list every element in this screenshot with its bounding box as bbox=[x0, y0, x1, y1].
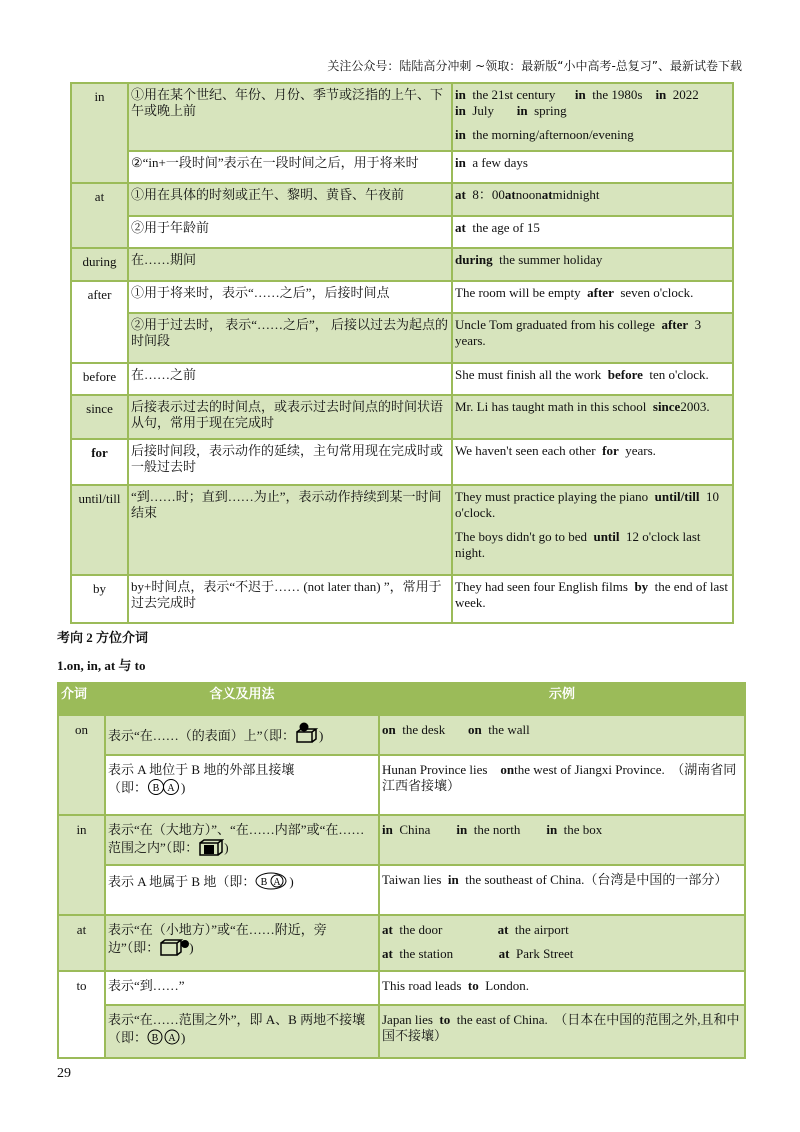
example-text: the east of China. （日本在中国的范围之外,且和中国不接壤） bbox=[382, 1012, 740, 1043]
page-number: 29 bbox=[57, 1066, 71, 1081]
svg-text:A: A bbox=[167, 783, 175, 794]
example-cell bbox=[379, 1005, 745, 1058]
preposition-highlight: in bbox=[546, 822, 558, 837]
meaning-cell bbox=[128, 183, 452, 216]
meaning-text: 在……期间 bbox=[131, 252, 197, 267]
preposition-cell: until/till bbox=[71, 485, 128, 575]
preposition-highlight: for bbox=[602, 443, 619, 458]
example-text: midnight bbox=[552, 187, 600, 202]
preposition-highlight: in bbox=[455, 127, 466, 142]
preposition-cell: in bbox=[58, 815, 105, 915]
meaning-cell bbox=[128, 216, 452, 248]
example-line bbox=[455, 579, 730, 611]
meaning-cell bbox=[105, 815, 379, 865]
example-text: seven o'clock. bbox=[613, 285, 694, 300]
example-line bbox=[455, 367, 730, 383]
preposition-highlight: at bbox=[455, 187, 466, 202]
preposition-highlight: at bbox=[541, 187, 553, 202]
preposition-highlight: in bbox=[455, 155, 466, 170]
svg-text:B: B bbox=[261, 877, 268, 888]
meaning-text: 表示 A 地位于 B 地的外部且接壤 （即： bbox=[108, 762, 295, 795]
meaning-end: ) bbox=[189, 940, 194, 955]
example-text: July bbox=[465, 103, 517, 118]
header-examples: 示例 bbox=[379, 683, 745, 715]
meaning-end: ) bbox=[181, 1030, 186, 1045]
example-line bbox=[455, 443, 730, 459]
example-text: Park Street bbox=[509, 946, 574, 961]
example-line bbox=[382, 946, 742, 962]
example-text: the 21st century bbox=[465, 87, 575, 102]
table-row bbox=[71, 313, 733, 363]
example-cell bbox=[452, 281, 733, 313]
preposition-highlight: before bbox=[607, 367, 643, 382]
preposition-highlight: at bbox=[504, 187, 516, 202]
example-text: The room will be empty bbox=[455, 285, 588, 300]
preposition-highlight: by bbox=[634, 579, 649, 594]
example-line bbox=[455, 252, 730, 268]
example-cell bbox=[452, 439, 733, 485]
preposition-highlight: in bbox=[516, 103, 528, 118]
example-text: the wall bbox=[481, 722, 530, 737]
svg-text:A: A bbox=[168, 1033, 176, 1044]
example-text: London. bbox=[478, 978, 529, 993]
meaning-end: ) bbox=[181, 780, 186, 795]
preposition-cell: before bbox=[71, 363, 128, 395]
preposition-cell: in bbox=[71, 83, 128, 183]
example-text: Uncle Tom graduated from his college bbox=[455, 317, 662, 332]
preposition-highlight: at bbox=[455, 220, 466, 235]
preposition-highlight: in bbox=[456, 822, 468, 837]
example-text: the age of 15 bbox=[465, 220, 540, 235]
preposition-highlight: at bbox=[382, 922, 393, 937]
meaning-cell bbox=[128, 151, 452, 183]
preposition-highlight: in bbox=[447, 872, 459, 887]
meaning-cell bbox=[105, 715, 379, 755]
example-text: 8：00 bbox=[465, 187, 505, 202]
example-cell bbox=[452, 485, 733, 575]
example-text: They had seen four English films bbox=[455, 579, 635, 594]
preposition-highlight: in bbox=[455, 103, 466, 118]
preposition-highlight: during bbox=[455, 252, 493, 267]
example-text: 2003. bbox=[680, 399, 710, 414]
meaning-text: 表示 A 地属于 B 地（即： bbox=[108, 874, 256, 889]
preposition-highlight: on bbox=[467, 722, 482, 737]
example-cell bbox=[452, 216, 733, 248]
meaning-text: 表示“在……（的表面）上”（即： bbox=[108, 728, 296, 743]
table-row bbox=[71, 151, 733, 183]
example-text: the station bbox=[392, 946, 499, 961]
preposition-cell: by bbox=[71, 575, 128, 623]
example-text: the west of Jiangxi Province. （湖南省同江西省接壤） bbox=[382, 762, 737, 793]
table-row bbox=[58, 755, 745, 815]
table-row bbox=[71, 281, 733, 313]
meaning-cell bbox=[105, 915, 379, 971]
header-note: 关注公众号：陆陆高分冲刺 ~领取：最新版“小中高考-总复习”、最新试卷下载 bbox=[327, 59, 742, 73]
time-prepositions-table bbox=[70, 82, 734, 624]
meaning-cell bbox=[128, 248, 452, 281]
example-line bbox=[455, 127, 730, 143]
example-text: a few days bbox=[465, 155, 528, 170]
ball-on-box-icon bbox=[295, 728, 319, 743]
example-cell bbox=[452, 575, 733, 623]
meaning-end: ) bbox=[319, 728, 324, 743]
example-line bbox=[455, 187, 730, 203]
example-line bbox=[382, 1012, 742, 1044]
example-line bbox=[455, 220, 730, 236]
meaning-text: ②用于过去时， 表示“……之后”， 后接以过去为起点的时间段 bbox=[131, 317, 449, 348]
meaning-text: 表示“到……” bbox=[108, 978, 185, 993]
meaning-cell bbox=[105, 971, 379, 1005]
meaning-cell bbox=[128, 363, 452, 395]
place-prepositions-table bbox=[57, 682, 746, 1059]
table-row bbox=[58, 915, 745, 971]
meaning-cell bbox=[128, 313, 452, 363]
meaning-text: 表示“在（大地方）”、“在……内部”或“在……范围之内”（即： bbox=[108, 822, 365, 855]
example-cell bbox=[452, 248, 733, 281]
example-text: the morning/afternoon/evening bbox=[465, 127, 634, 142]
table-row bbox=[71, 395, 733, 439]
example-line bbox=[455, 529, 730, 561]
preposition-highlight: to bbox=[467, 978, 479, 993]
example-text: Mr. Li has taught math in this school bbox=[455, 399, 653, 414]
example-text: She must finish all the work bbox=[455, 367, 608, 382]
meaning-cell bbox=[105, 755, 379, 815]
table-row bbox=[71, 363, 733, 395]
preposition-cell: for bbox=[71, 439, 128, 485]
example-cell bbox=[452, 395, 733, 439]
preposition-highlight: on bbox=[382, 722, 396, 737]
example-text: 12 o'clock last night. bbox=[455, 529, 704, 560]
table-row bbox=[71, 83, 733, 151]
example-text: spring bbox=[527, 103, 567, 118]
table-row bbox=[71, 248, 733, 281]
example-cell bbox=[452, 363, 733, 395]
meaning-text: 表示“在（小地方）”或“在……附近，旁边”（即： bbox=[108, 922, 327, 955]
meaning-text: “到……时；直到……为止”，表示动作持续到某一时间结束 bbox=[131, 489, 442, 520]
table-row bbox=[58, 971, 745, 1005]
meaning-cell bbox=[105, 1005, 379, 1058]
example-line bbox=[455, 489, 730, 521]
example-cell bbox=[452, 151, 733, 183]
svg-text:B: B bbox=[151, 1033, 159, 1044]
meaning-text: ②“in+一段时间”表示在一段时间之后，用于将来时 bbox=[131, 155, 419, 170]
example-text: the door bbox=[392, 922, 498, 937]
example-text: China bbox=[392, 822, 457, 837]
meaning-cell bbox=[128, 485, 452, 575]
example-line bbox=[382, 872, 742, 888]
ball-beside-box-icon bbox=[159, 940, 189, 955]
example-cell bbox=[379, 915, 745, 971]
example-cell bbox=[379, 755, 745, 815]
meaning-text: 在……之前 bbox=[131, 367, 197, 382]
meaning-text: ①用在某个世纪、年份、月份、季节或泛指的上午、下午或晚上前 bbox=[131, 87, 444, 118]
example-cell bbox=[379, 971, 745, 1005]
example-text: noon bbox=[515, 187, 542, 202]
preposition-highlight: in bbox=[574, 87, 586, 102]
example-text: years. bbox=[618, 443, 656, 458]
section-subtitle: 1.on, in, at 与 to bbox=[57, 658, 146, 673]
table-row bbox=[71, 575, 733, 623]
section-title: 考向 2 方位介词 bbox=[57, 630, 149, 645]
example-text: the airport bbox=[508, 922, 569, 937]
preposition-cell: on bbox=[58, 715, 105, 815]
meaning-text: ①用在具体的时刻或正午、黎明、黄昏、午夜前 bbox=[131, 187, 405, 202]
example-text: The boys didn't go to bed bbox=[455, 529, 594, 544]
meaning-cell bbox=[128, 281, 452, 313]
preposition-cell: during bbox=[71, 248, 128, 281]
svg-text:B: B bbox=[152, 783, 160, 794]
meaning-cell bbox=[128, 439, 452, 485]
preposition-highlight: in bbox=[455, 87, 466, 102]
meaning-end: ) bbox=[289, 874, 294, 889]
example-cell bbox=[379, 865, 745, 915]
example-line bbox=[455, 317, 730, 349]
preposition-cell: after bbox=[71, 281, 128, 363]
table-header-row bbox=[58, 683, 745, 715]
meaning-text: 后接时间段，表示动作的延续，主句常用现在完成时或一般过去时 bbox=[131, 443, 444, 474]
example-text: the 1980s bbox=[585, 87, 656, 102]
meaning-cell bbox=[128, 575, 452, 623]
preposition-highlight: at bbox=[382, 946, 393, 961]
example-text: the southeast of China.（台湾是中国的一部分） bbox=[458, 872, 728, 887]
example-text: Taiwan lies bbox=[382, 872, 448, 887]
table-row bbox=[58, 715, 745, 755]
meaning-text: ②用于年龄前 bbox=[131, 220, 210, 235]
example-text: the desk bbox=[395, 722, 468, 737]
preposition-cell: at bbox=[71, 183, 128, 248]
preposition-highlight: at bbox=[498, 946, 510, 961]
table-row bbox=[71, 485, 733, 575]
table-row bbox=[58, 865, 745, 915]
table-row bbox=[71, 183, 733, 216]
example-text: This road leads bbox=[382, 978, 468, 993]
example-text: Japan lies bbox=[382, 1012, 440, 1027]
example-line bbox=[455, 155, 730, 171]
preposition-highlight: at bbox=[497, 922, 509, 937]
preposition-highlight: on bbox=[500, 762, 515, 777]
example-cell bbox=[452, 183, 733, 216]
meaning-text: 后接表示过去的时间点，或表示过去时间点的时间状语从句，常用于现在完成时 bbox=[131, 399, 444, 430]
preposition-highlight: in bbox=[382, 822, 393, 837]
example-line bbox=[382, 762, 742, 794]
example-text: We haven't seen each other bbox=[455, 443, 603, 458]
example-text: the box bbox=[557, 822, 603, 837]
example-text: the end of last week. bbox=[455, 579, 732, 610]
example-line bbox=[382, 978, 742, 994]
meaning-cell bbox=[105, 865, 379, 915]
preposition-highlight: to bbox=[439, 1012, 451, 1027]
meaning-end: ) bbox=[224, 840, 229, 855]
svg-text:A: A bbox=[273, 877, 281, 888]
preposition-highlight: after bbox=[661, 317, 689, 332]
meaning-cell bbox=[128, 395, 452, 439]
table-row bbox=[58, 815, 745, 865]
ball-in-box-icon bbox=[198, 840, 224, 855]
nested-circles-ba-icon bbox=[255, 874, 289, 889]
header-meaning: 含义及用法 bbox=[105, 683, 379, 715]
example-line bbox=[382, 722, 742, 738]
preposition-highlight: until/till bbox=[654, 489, 700, 504]
meaning-text: ①用于将来时，表示“……之后”，后接时间点 bbox=[131, 285, 390, 300]
table-row bbox=[71, 216, 733, 248]
separate-circles-ba-icon bbox=[147, 1030, 181, 1045]
example-cell bbox=[379, 815, 745, 865]
example-cell bbox=[452, 313, 733, 363]
example-cell bbox=[452, 83, 733, 151]
table-row bbox=[71, 439, 733, 485]
meaning-cell bbox=[128, 83, 452, 151]
preposition-cell: since bbox=[71, 395, 128, 439]
header-preposition: 介词 bbox=[58, 683, 105, 715]
example-text: 2022 bbox=[666, 87, 699, 102]
example-text: ten o'clock. bbox=[642, 367, 709, 382]
table-row bbox=[58, 1005, 745, 1058]
meaning-text: by+时间点，表示“不迟于…… (not later than) ”，常用于过去完成时 bbox=[131, 579, 442, 610]
touching-circles-ba-icon bbox=[147, 780, 181, 795]
example-line bbox=[455, 399, 730, 415]
example-cell bbox=[379, 715, 745, 755]
example-text: 3 years. bbox=[455, 317, 705, 348]
preposition-cell: at bbox=[58, 915, 105, 971]
preposition-highlight: after bbox=[587, 285, 614, 300]
preposition-highlight: since bbox=[652, 399, 681, 414]
preposition-cell: to bbox=[58, 971, 105, 1058]
example-line bbox=[382, 822, 742, 838]
example-text: the summer holiday bbox=[492, 252, 603, 267]
example-text: 10 o'clock. bbox=[455, 489, 723, 520]
example-text: the north bbox=[467, 822, 547, 837]
preposition-highlight: in bbox=[655, 87, 667, 102]
meaning-text: 表示“在……范围之外”，即 A、B 两地不接壤（即： bbox=[108, 1012, 366, 1045]
example-line bbox=[455, 87, 730, 119]
example-line bbox=[382, 922, 742, 938]
example-text: Hunan Province lies bbox=[382, 762, 501, 777]
example-text: They must practice playing the piano bbox=[455, 489, 655, 504]
example-line bbox=[455, 285, 730, 301]
preposition-highlight: until bbox=[593, 529, 620, 544]
